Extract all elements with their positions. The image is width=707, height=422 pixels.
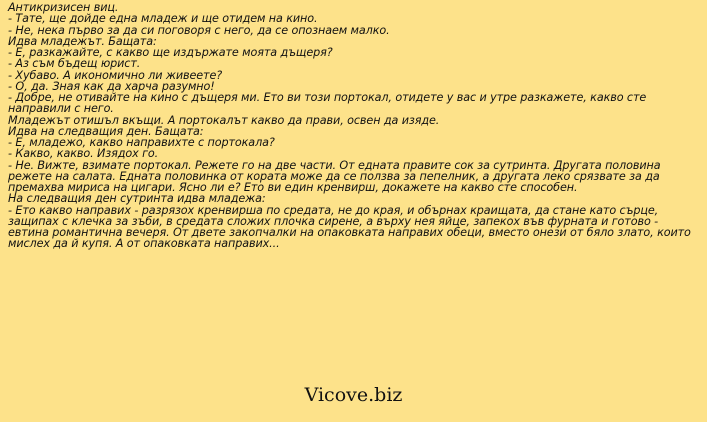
- joke-line: - Е, младежо, какво направихте с портокала?: [8, 136, 275, 149]
- joke-line: Младежът отишъл вкъщи. А портокалът какво да прави, освен да изяде.: [8, 113, 440, 127]
- joke-line: - Не, нека първо за да си поговоря с него, да се опознаем малко.: [8, 23, 390, 37]
- joke-line: - Добре, не отивайте на кино с дъщеря ми. Ето ви този портокал, отидете у вас и утре разкажете, какво сте направили с него.: [8, 91, 650, 116]
- joke-line: - Хубаво. А икономично ли живеете?: [8, 68, 223, 82]
- joke-line: - Тате, ще дойде една младеж и ще отидем на кино.: [8, 12, 318, 26]
- joke-line: Идва на следващия ден. Бащата:: [8, 124, 204, 138]
- joke-line: - О, да. Зная как да харча разумно!: [8, 79, 215, 93]
- joke-line: Идва младежът. Бащата:: [8, 34, 157, 48]
- joke-line: - Ето какво направих - разрязох кренвирша по средата, не до края, и обърнах краищата, да стане като сърце, защипах с клечка за зъби, в средата сложих плочка сирене, а върху нея яйце, запекох във фурната и готово - евтина романтична вечеря. От двете закопчалки на опаковката направих обеци, вместо онези от бяло злато, които мислех да й купя. А от опаковката направих...: [8, 203, 695, 251]
- joke-line: - Аз съм бъдещ юрист.: [8, 57, 141, 71]
- site-watermark: Vicove.biz: [304, 384, 403, 406]
- joke-heading: Антикризисен виц.: [8, 1, 119, 14]
- joke-text: [8, 2, 700, 250]
- joke-line: - Е, разкажайте, с какво ще издържате моята дъщеря?: [8, 46, 333, 59]
- joke-line: - Какво, какво. Изядох го.: [8, 147, 159, 161]
- joke-line: - Не. Вижте, взимате портокал. Режете го на две части. От едната правите сок за сутринта. Другата половина режете на салата. Едната половинка от кората може да се ползва за пепелник, а другата леко срязвате за да премахва мириса на цигари. Ясно ли е? Ето ви един кренвирш, докажете на какво сте способен.: [8, 158, 664, 194]
- joke-line: На следващия ден сутринта идва младежа:: [8, 192, 266, 206]
